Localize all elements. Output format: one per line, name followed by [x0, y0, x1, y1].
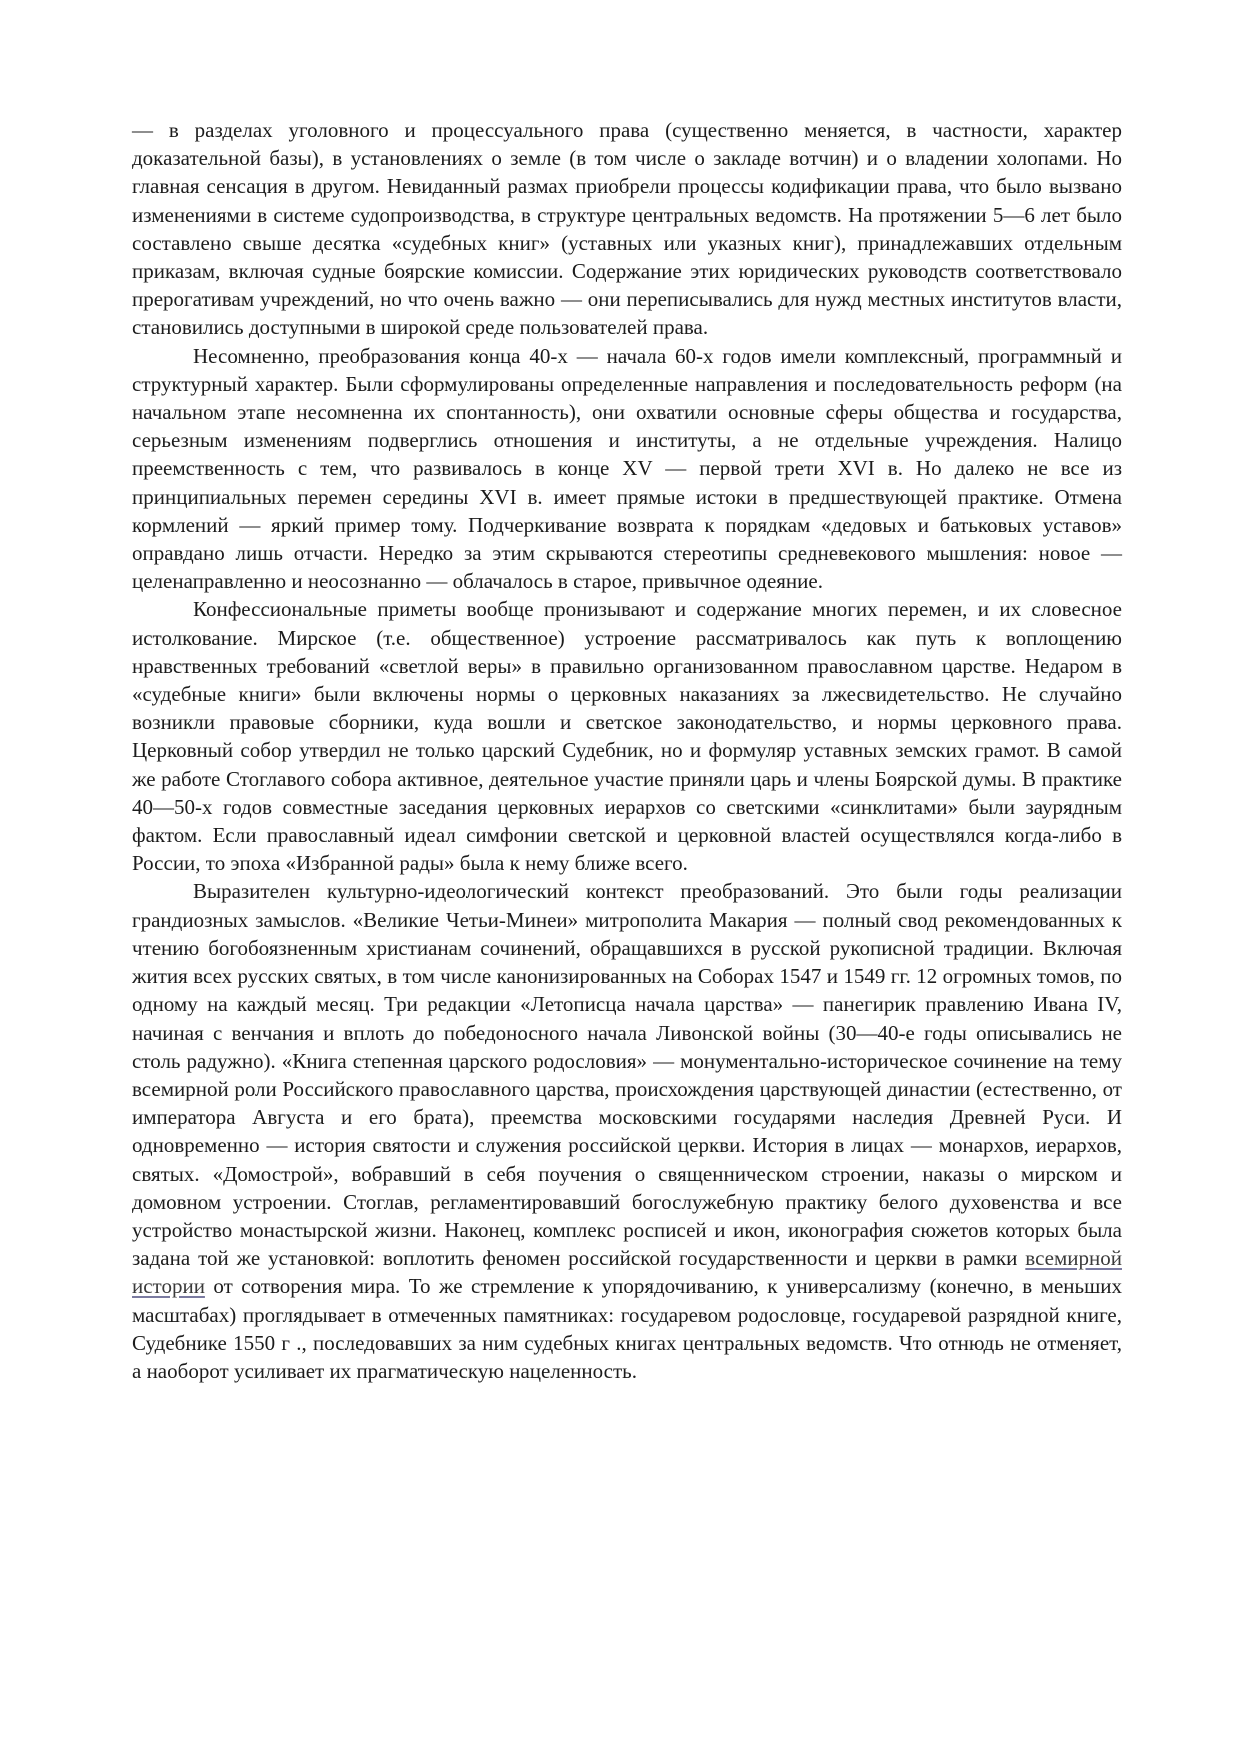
paragraph-4-text-after-link: от сотворения мира. То же стремление к упорядочиванию, к универсализму (конечно, в меньших масштабах) проглядывает в отмеченных памятниках: государевом родословце, государевой разрядной книге, Судебнике 1550 г ., последовавших за ним судебных книгах центральных ведомств. Что отнюдь не отменяет, а наоборот усиливает их прагматическую нацеленность.: [132, 1274, 1122, 1383]
paragraph-3: Конфессиональные приметы вообще пронизывают и содержание многих перемен, и их словесное истолкование. Мирское (т.е. общественное) устроение рассматривалось как путь к воплощению нравственных требований «светлой веры» в правильно организованном православном царстве. Недаром в «судебные книги» были включены нормы о церковных наказаниях за лжесвидетельство. Не случайно возникли правовые сборники, куда вошли и светское законодательство, и нормы церковного права. Церковный собор утвердил не только царский Судебник, но и формуляр уставных земских грамот. В самой же работе Стоглавого собора активное, деятельное участие приняли царь и члены Боярской думы. В практике 40—50-х годов совместные заседания церковных иерархов со светскими «синклитами» были заурядным фактом. Если православный идеал симфонии светской и церковной властей осуществлялся когда-либо в России, то эпоха «Избранной рады» была к нему ближе всего.: [132, 597, 1122, 876]
document-page: [132, 116, 1122, 1385]
paragraph-4: [132, 877, 1122, 1385]
paragraph-1: — в разделах уголовного и процессуального права (существенно меняется, в частности, характер доказательной базы), в установлениях о земле (в том числе о закладе вотчин) и о владении холопами. Но главная сенсация в другом. Невиданный размах приобрели процессы кодификации права, что было вызвано изменениями в системе судопроизводства, в структуре центральных ведомств. На протяжении 5—6 лет было составлено свыше десятка «судебных книг» (уставных или указных книг), принадлежавших отдельным приказам, включая судные боярские комиссии. Содержание этих юридических руководств соответствовало прерогативам учреждений, но что очень важно — они переписывались для нужд местных институтов власти, становились доступными в широкой среде пользователей права.: [132, 118, 1122, 340]
paragraph-4-text-before-link: Выразителен культурно-идеологический контекст преобразований. Это были годы реализации грандиозных замыслов. «Великие Четьи-Минеи» митрополита Макария — полный свод рекомендованных к чтению богобоязненным христианам сочинений, обращавшихся в русской рукописной традиции. Включая жития всех русских святых, в том числе канонизированных на Соборах 1547 и 1549 гг. 12 огромных томов, по одному на каждый месяц. Три редакции «Летописца начала царства» — панегирик правлению Ивана IV, начиная с венчания и вплоть до победоносного начала Ливонской войны (30—40-е годы описывались не столь радужно). «Книга степенная царского родословия» — монументально-историческое сочинение на тему всемирной роли Российского православного царства, происхождения царствующей династии (естественно, от императора Августа и его брата), преемства московскими государями наследия Древней Руси. И одновременно — история святости и служения российской церкви. История в лицах — монархов, иерархов, святых. «Домострой», вобравший в себя поучения о священническом строении, наказы о мирском и домовном устроении. Стоглав, регламентировавший богослужебную практику белого духовенства и все устройство монастырской жизни. Наконец, комплекс росписей и икон, иконография сюжетов которых была задана той же установкой: воплотить феномен российской государственности и церкви в рамки: [132, 879, 1122, 1271]
world-history-link[interactable]: всемирной истории: [132, 1246, 1122, 1299]
paragraph-2: Несомненно, преобразования конца 40-х — начала 60-х годов имели комплексный, программный и структурный характер. Были сформулированы определенные направления и последовательность реформ (на начальном этапе несомненна их спонтанность), они охватили основные сферы общества и государства, серьезным изменениям подверглись отношения и институты, а не отдельные учреждения. Налицо преемственность с тем, что развивалось в конце XV — первой трети XVI в. Но далеко не все из принципиальных перемен середины XVI в. имеет прямые истоки в предшествующей практике. Отмена кормлений — яркий пример тому. Подчеркивание возврата к порядкам «дедовых и батьковых уставов» оправдано лишь отчасти. Нередко за этим скрываются стереотипы средневекового мышления: новое — целенаправленно и неосознанно — облачалось в старое, привычное одеяние.: [132, 343, 1122, 594]
